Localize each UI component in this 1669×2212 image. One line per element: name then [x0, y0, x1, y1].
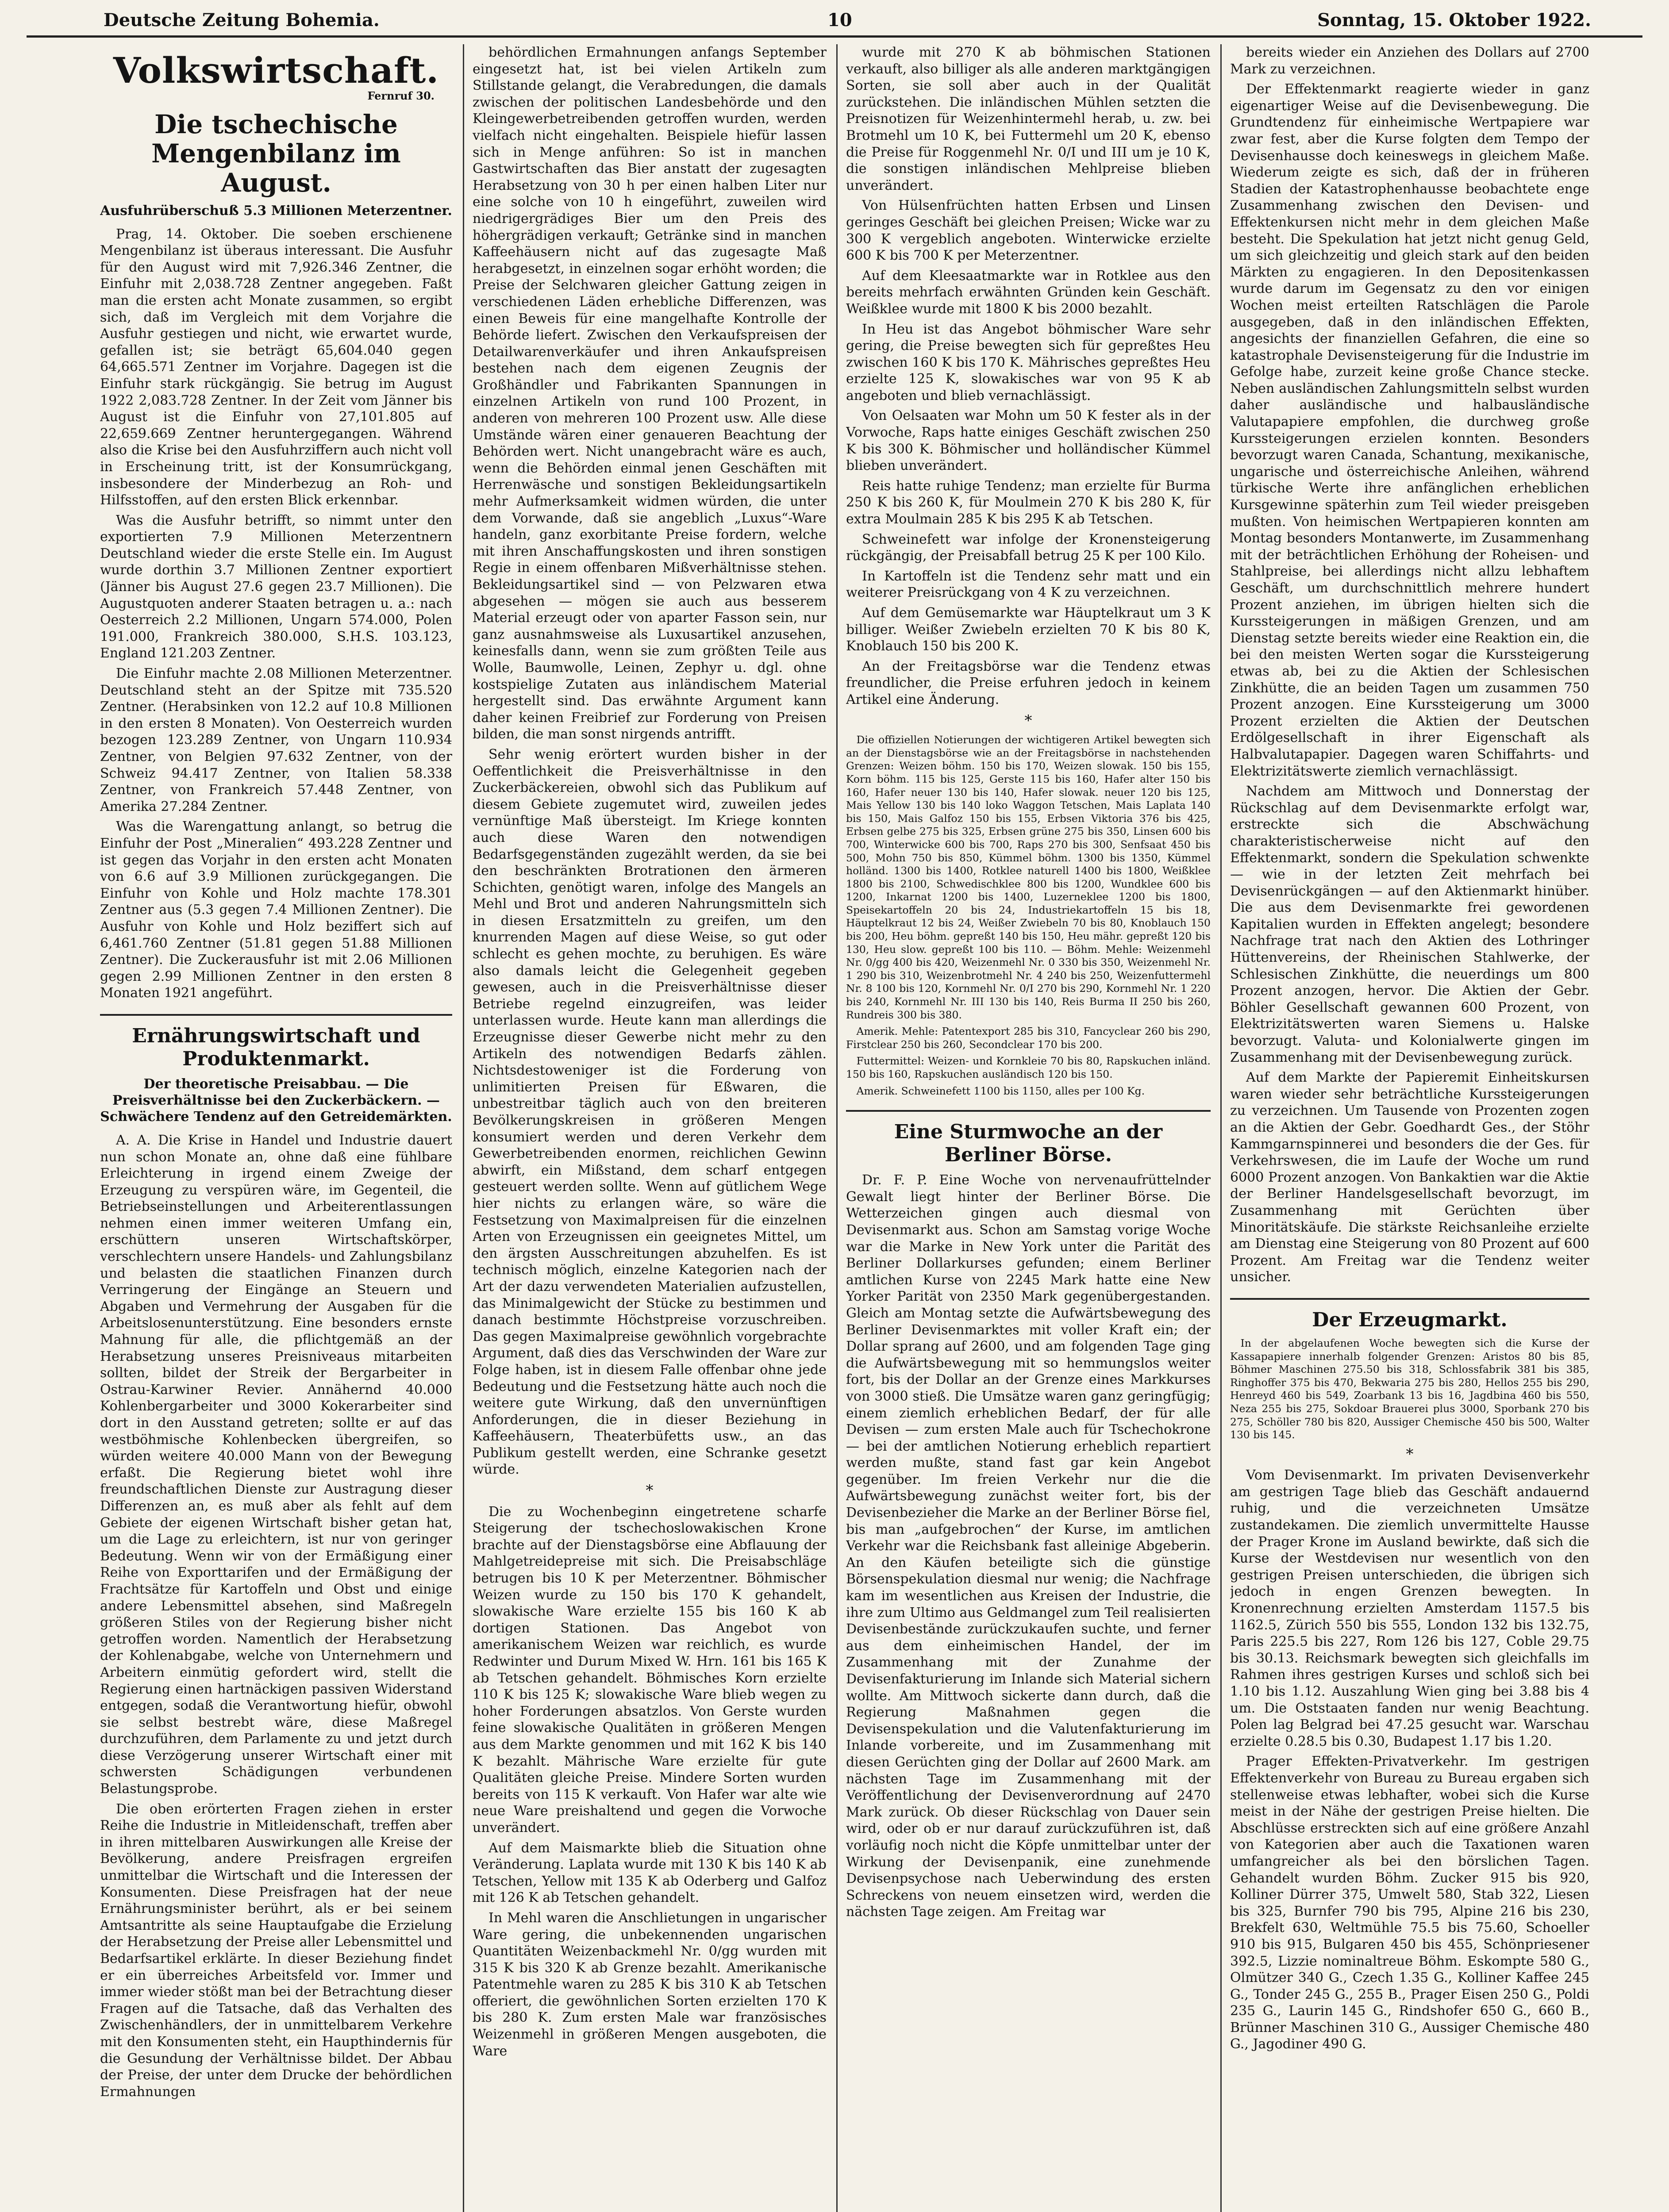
article-paragraph: behördlichen Ermahnungen anfangs September eingesetzt hat, ist bei vielen Artikeln zum Stillstande gelangt, die Verabredungen, die damals zwischen der politischen Landesbehörde und den Kleingewerbetreibenden getroffen wurden, werden vielfach nicht eingehalten. Beispiele hiefür lassen sich in Menge anführen: So ist in manchen Gastwirtschaften das Bier anstatt der zugesagten Herabsetzung von 30 h per einen halben Liter nur eine solche von 10 h eingeführt, zuweilen wird niedrigergrädiges Bier um den Preis des höhergrädigen verkauft; Getränke sind in manchen Kaffeehäusern nicht auf das zugesagte Maß herabgesetzt, in einzelnen sogar erhöht worden; die Preise der Selchwaren gleicher Gattung zeigen in verschiedenen Läden erhebliche Differenzen, was einen Beweis für eine mangelhafte Kontrolle der Behörde liefert. Zwischen den Verkaufspreisen der Detailwarenverkäufer und ihren Ankaufspreisen bestehen nach dem eigenen Zeugnis der Großhändler und Fabrikanten Spannungen in einzelnen Artikeln von rund 100 Prozent, in anderen von mehreren 100 Prozent usw. Alle diese Umstände wären einer genaueren Beachtung der Behörden wert. Nicht unangebracht wäre es auch, wenn die Behörden einmal jenen Geschäften mit Herrenwäsche und sonstigen Bekleidungsartikeln mehr Aufmerksamkeit widmen würden, die unter dem Vorwande, daß sie angeblich „Luxus“-Ware handeln, ganz exorbitante Preise fordern, welche mit ihren Anschaffungskosten und ihren sonstigen Regie in einem offenbaren Mißverhältnisse stehen. Bekleidungsartikel sind — von Pelzwaren etwa abgesehen — mögen sie auch aus besserem Material erzeugt oder von aparter Fasson sein, nur ganz ausnahmsweise als Luxusartikel anzusehen, keinesfalls dann, wenn sie zum größten Teile aus Wolle, Baumwolle, Leinen, Zephyr u. dgl. ohne kostspielige Zutaten aus inländischem Material hergestellt sind. Das erwähnte Argument kann daher keinen Freibrief zur Forderung von Preisen bilden, die man sonst nirgends antrifft.	[473, 45, 827, 742]
separator-star: *	[1024, 711, 1032, 730]
separator-star: *	[1406, 1445, 1414, 1463]
article-paragraph: In Mehl waren die Anschlietungen in ungarischer Ware gering, die unbekennenden ungarischen Quantitäten Weizenbackmehl Nr. 0/gg wurden mit 315 K bis 320 K ab Grenze bezahlt. Amerikanische Patentmehle waren zu 285 K bis 310 K ab Tetschen offeriert, die gewöhnlichen Sorten erzielten 170 K bis 280 K. Zum ersten Male war französisches Weizenmehl in größeren Mengen ausgeboten, die Ware	[473, 1910, 827, 2059]
article-paragraph: Nachdem am Mittwoch und Donnerstag der Rückschlag auf dem Devisenmarkte erfolgt war, erstreckte sich die Abschwächung charakteristischerweise nicht auf den Effektenmarkt, sondern die Spekulation schwenkte — wie in der letzten Zeit mehrfach bei Devisenrückgängen — auf den Aktienmarkt hinüber. Die aus dem Devisenmarkte frei gewordenen Kapitalien wurden in Effekten angelegt; besondere Nachfrage trat nach den Aktien des Lothringer Hüttenvereins, der Rheinischen Stahlwerke, der Schlesischen Zinkhütte, die neuerdings um 800 Prozent anzogen, hervor. Die Aktien der Gebr. Böhler Gesellschaft gewannen 600 Prozent, von Elektrizitätswerten waren Siemens u. Halske bevorzugt. Valuta- und Kolonialwerte gingen im Zusammenhang mit der Devisenbewegung zurück.	[1230, 783, 1589, 1065]
column-4	[1230, 44, 1589, 2212]
phone-number: Fernruf 30.	[367, 89, 435, 102]
article-subtitle: Der theoretische Preisabbau. — Die Preisverhältnisse bei den Zuckerbäckern. — Schwächere Tendenz auf den Getreidemärkten.	[100, 1076, 452, 1125]
column-2	[473, 44, 827, 2212]
price-notes: Amerik. Schweinefett 1100 bis 1150, alles per 100 Kg.	[856, 1084, 1145, 1097]
article-title: Eine Sturmwoche an der Berliner Börse.	[894, 1121, 1163, 1167]
column-rule-2	[836, 44, 838, 2212]
article-paragraph: Prag, 14. Oktober. Die soeben erschienene Mengenbilanz ist überaus interessant. Die Ausfuhr für den August wird mit 7,926.346 Zentner, die Einfuhr mit 2,038.728 Zentner angegeben. Faßt man die ersten acht Monate zusammen, so ergibt sich, daß im Vergleich mit dem Vorjahre die Ausfuhr gestiegen und nicht, wie erwartet wurde, gefallen ist; sie beträgt 65,604.040 gegen 64,665.571 Zentner im Vorjahre. Dagegen ist die Einfuhr stark rückgängig. Sie betrug im August 1922 2,083.728 Zentner. In der Zeit vom Jänner bis August ist die Einfuhr von 27,101.805 auf 22,659.669 Zentner heruntergegangen. Während also die Krise bei den Ausfuhrziffern auch nicht voll in Erscheinung tritt, ist der Konsumrückgang, insbesondere der Minderbezug an Roh- und Hilfsstoffen, auf den ersten Blick erkennbar.	[100, 226, 452, 508]
article-paragraph: bereits wieder ein Anziehen des Dollars auf 2700 Mark zu verzeichnen.	[1230, 45, 1589, 77]
column-rule-1	[463, 44, 464, 2212]
article-paragraph: Prager Effekten-Privatverkehr. Im gestrigen Effektenverkehr von Bureau zu Bureau ergaben sich stellenweise etwas lebhafter, wobei sich die Kurse meist in der Nähe der gestrigen Preise hielten. Die Abschlüsse erstreckten sich auf eine größere Anzahl von Kategorien aber auch die Taxationen waren umfangreicher als bei den börslichen Tagen. Gehandelt wurden Böhm. Zucker 915 bis 920, Kolliner Dürrer 375, Umwelt 580, Stab 322, Liesen bis 325, Burnfer 790 bis 795, Alpine 216 bis 230, Brekfelt 630, Weltmühle 75.5 bis 75.60, Schoeller 910 bis 915, Bulgaren 450 bis 455, Schönpriesener 392.5, Lizzie nominaltreue Böhm. Eskompte 580 G., Olmützer 340 G., Czech 1.35 G., Kolliner Kaffee 245 G., Tonder 245 G., 255 B., Prager Eisen 250 G., Poldi 235 G., Laurin 145 G., Rindshofer 650 G., 660 B., Brünner Maschinen 310 G., Aussiger Chemische 480 G., Jagodiner 490 G.	[1230, 1754, 1589, 2052]
article-paragraph: Auf dem Kleesaatmarkte war in Rotklee aus den bereits mehrfach erwähnten Gründen kein Geschäft. Weißklee wurde mit 1800 K bis 2000 bezahlt.	[846, 268, 1211, 317]
article-paragraph: Was die Ausfuhr betrifft, so nimmt unter den exportierten 7.9 Millionen Meterzentnern Deutschland wieder die erste Stelle ein. Im August wurde dorthin 3.7 Millionen Zentner exportiert (Jänner bis August 27.6 gegen 23.7 Millionen). Die Augustquoten anderer Staaten betragen u. a.: nach Oesterreich 2.2 Millionen, Ungarn 574.000, Polen 191.000, Frankreich 380.000, S.H.S. 103.123, England 121.203 Zentner.	[100, 512, 452, 661]
article-paragraph: Die zu Wochenbeginn eingetretene scharfe Steigerung der tschechoslowakischen Krone brachte auf der Dienstagsbörse eine Abflauung der Mahlgetreidepreise mit sich. Die Preisabschläge betrugen bis 10 K per Meterzentner. Böhmischer Weizen wurde zu 150 bis 170 K gehandelt, slowakische Ware erzielte 155 bis 160 K ab dortigen Stationen. Das Angebot von amerikanischem Weizen war reichlich, es wurde Redwinter und Durum Mixed W. Hrn. 161 bis 165 K ab Tetschen gehandelt. Böhmisches Korn erzielte 110 K bis 125 K; slowakische Ware blieb wegen zu hoher Forderungen absatzlos. Von Gerste wurden feine slowakische Qualitäten in größeren Mengen aus dem Markte genommen und mit 162 K bis 140 K bezahlt. Mährische Ware erzielte für gute Qualitäten gleiche Preise. Mindere Sorten wurden bereits von 115 K verkauft. Von Hafer war alte wie neue Ware preishaltend und gegen die Vorwoche unverändert.	[473, 1504, 827, 1836]
article-paragraph: Die Einfuhr machte 2.08 Millionen Meterzentner. Deutschland steht an der Spitze mit 735.520 Zentner. (Herabsinken von 12.2 auf 10.8 Millionen in den ersten 8 Monaten). Von Oesterreich wurden bezogen 123.289 Zentner, von Ungarn 110.934 Zentner, von Belgien 97.632 Zentner, von der Schweiz 94.417 Zentner, von Italien 58.338 Zentner, von Frankreich 57.448 Zentner, von Amerika 27.284 Zentner.	[100, 666, 452, 814]
article-paragraph: Sehr wenig erörtert wurden bisher in der Oeffentlichkeit die Preisverhältnisse in den Zuckerbäckereien, obwohl sich das Publikum auf diesem Gebiete zugemutet wird, zuweilen jedes vernünftige Maß übersteigt. Im Kriege konnten auch diese Waren den notwendigen Bedarfsgegenständen zugezählt werden, da sie bei den beschränkten Brotrationen den ärmeren Schichten, genötigt waren, infolge des Mangels an Mehl und Brot und anderen Nahrungsmitteln sich in diesen Ersatzmitteln zu greifen, um den knurrenden Magen auf diese Weise, so gut oder schlecht es gehen mochte, zu beruhigen. Es wäre also damals leicht die Gelegenheit gegeben gewesen, auch in die Preisverhältnisse dieser Betriebe regelnd einzugreifen, was leider unterlassen wurde. Heute kann man allerdings die Erzeugnisse dieser Gewerbe nicht mehr zu den Artikeln des notwendigen Bedarfs zählen. Nichtsdestoweniger ist die Forderung von unlimitierten Preisen für Eßwaren, die unbestreitbar täglich auch von den breiteren Bevölkerungskreisen in größeren Mengen konsumiert werden und deren Verkehr dem Gewerbetreibenden enormen, reichlichen Gewinn abwirft, ein Mißstand, dem scharf entgegen gesteuert werden sollte. Wenn auf gütlichem Wege hier nichts zu erlangen wäre, so wäre die Festsetzung von Maximalpreisen für die einzelnen Arten von Erzeugnissen ein geeignetes Mittel, um den ärgsten Ausschreitungen abzuhelfen. Es ist technisch möglich, einzelne Kategorien nach der Art der dazu verwendeten Materialien aufzustellen, das Minimalgewicht der Stücke zu bestimmen und danach bestimmte Höchstpreise vorzuschreiben. Das gegen Maximalpreise gewöhnlich vorgebrachte Argument, daß dies das Verschwinden der Ware zur Folge haben, ist in diesem Falle offenbar ohne jede Bedeutung und die Festsetzung hätte auch noch die weitere gute Wirkung, daß den unvernünftigen Anforderungen, die in dieser Beziehung in Kaffeehäusern, Theaterbüfetts usw., an das Publikum gestellt werden, eine Schranke gesetzt würde.	[473, 746, 827, 1478]
article-divider	[1230, 1298, 1589, 1300]
price-notes: Futtermittel: Weizen- und Kornkleie 70 bis 80, Rapskuchen inländ. 150 bis 160, Rapskuchen ausländisch 120 bis 150.	[846, 1055, 1211, 1080]
article-title: Die tschechische Mengenbilanz im August.	[151, 109, 401, 198]
article-title: Ernährungswirtschaft und Produktenmarkt.	[132, 1024, 420, 1070]
column-rule-3	[1220, 44, 1222, 2212]
article-paragraph: In Heu ist das Angebot böhmischer Ware sehr gering, die Preise bewegten sich für gepreßtes Heu zwischen 160 K bis 170 K. Mährisches gepreßtes Heu erzielte 125 K, slowakisches war von 95 K ab angeboten und blieb vernachlässigt.	[846, 321, 1211, 403]
article-paragraph: wurde mit 270 K ab böhmischen Stationen verkauft, also billiger als alle anderen marktgängigen Sorten, sie soll aber auch in der Qualität zurückstehen. Die inländischen Mühlen setzten die Preisnotizen für Weizenhintermehl herab, u. zw. bei Brotmehl um 10 K, bei Futtermehl um 20 K, ebenso die Preise für Roggenmehl Nr. 0/I und III um je 10 K, die sonstigen inländischen Mehlpreise blieben unverändert.	[846, 45, 1211, 193]
section-title: Volkswirtschaft.	[113, 50, 439, 91]
masthead-date: Sonntag, 15. Oktober 1922.	[1317, 10, 1591, 31]
article-paragraph: Von Hülsenfrüchten hatten Erbsen und Linsen geringes Geschäft bei gleichen Preisen; Wicke war zu 300 K vergeblich angeboten. Winterwicke erzielte 600 K bis 700 K per Meterzentner.	[846, 198, 1211, 264]
masthead-left: Deutsche Zeitung Bohemia.	[104, 10, 380, 31]
article-paragraph: In Kartoffeln ist die Tendenz sehr matt und ein weiterer Preisrückgang von 4 K zu verzeichnen.	[846, 568, 1211, 601]
column-1	[100, 44, 452, 2212]
article-paragraph: Die oben erörterten Fragen ziehen in erster Reihe die Industrie in Mitleidenschaft, treffen aber in ihren mittelbaren Auswirkungen alle Kreise der Bevölkerung, andere Preisfragen ergreifen unmittelbar die Wirtschaft und die Interessen der Konsumenten. Diese Preisfragen hat der neue Ernährungsminister berührt, als er bei seinem Amtsantritte als seine Hauptaufgabe die Erzielung der Herabsetzung der Preise aller Lebensmittel und Bedarfsartikel erklärte. In dieser Beziehung findet er ein überreiches Arbeitsfeld vor. Immer und immer wieder stößt man bei der Betrachtung dieser Fragen auf die Tatsache, daß das Verhalten des Zwischenhändlers, der in unmittelbarem Verkehre mit den Konsumenten steht, ein Haupthindernis für die Gesundung der Verhältnisse bildet. Der Abbau der Preise, der unter dem Drucke der behördlichen Ermahnungen	[100, 1801, 452, 2100]
article-paragraph: Auf dem Maismarkte blieb die Situation ohne Veränderung. Laplata wurde mit 130 K bis 140 K ab Tetschen, Yellow mit 135 K ab Oderberg und Galfoz mit 126 K ab Tetschen gehandelt.	[473, 1840, 827, 1906]
column-3	[846, 44, 1211, 2212]
header-rule	[27, 35, 1642, 38]
article-paragraph: Reis hatte ruhige Tendenz; man erzielte für Burma 250 K bis 260 K, für Moulmein 270 K bis 280 K, für extra Moulmain 285 K bis 295 K ab Tetschen.	[846, 478, 1211, 527]
article-subtitle: Ausfuhrüberschuß 5.3 Millionen Meterzentner.	[100, 203, 452, 219]
price-notes: In der abgelaufenen Woche bewegten sich die Kurse der Kassapapiere innerhalb folgender Grenzen: Aristos 80 bis 85, Böhmer Maschinen 275.50 bis 318, Schlossfabrik 381 bis 385, Ringhoffer 375 bis 470, Bekwaria 275 bis 280, Hellos 255 bis 290, Henreyd 460 bis 549, Zoarbank 13 bis 16, Jagdbina 460 bis 550, Neza 255 bis 275, Sokdoar Brauerei plus 3000, Sporbank 270 bis 275, Schöller 780 bis 820, Aussiger Chemische 450 bis 500, Walter 130 bis 145.	[1230, 1336, 1589, 1441]
price-notes: Die offiziellen Notierungen der wichtigeren Artikel bewegten sich an der Dienstagsbörse wie an der Freitagsbörse in nachstehenden Grenzen: Weizen böhm. 150 bis 170, Weizen slowak. 150 bis 155, Korn böhm. 115 bis 125, Gerste 115 bis 160, Hafer alter 150 bis 160, Hafer neuer 130 bis 140, Hafer slowak. neuer 120 bis 125, Mais Yellow 130 bis 140 loko Waggon Tetschen, Mais Laplata 140 bis 150, Mais Galfoz 150 bis 155, Erbsen Viktoria 376 bis 425, Erbsen gelbe 275 bis 325, Erbsen grüne 275 bis 350, Linsen 600 bis 700, Winterwicke 600 bis 700, Raps 270 bis 300, Senfsaat 450 bis 500, Mohn 750 bis 850, Kümmel böhm. 1300 bis 1350, Kümmel holländ. 1300 bis 1400, Rotklee naturell 1400 bis 1800, Weißklee 1800 bis 2100, Schwedischklee 800 bis 1200, Wundklee 600 bis 1200, Inkarnat 1200 bis 1400, Luzerneklee 1200 bis 1800, Speisekartoffeln 20 bis 24, Industriekartoffeln 15 bis 18, Häuptelkraut 12 bis 24, Weißer Zwiebeln 70 bis 80, Knoblauch 150 bis 200, Heu böhm. gepreßt 140 bis 150, Heu mähr. gepreßt 120 bis 130, Heu slow. gepreßt 100 bis 110. — Böhm. Mehle: Weizenmehl Nr. 0/gg 400 bis 420, Weizenmehl Nr. 0 330 bis 350, Weizenmehl Nr. 1 290 bis 310, Weizenbrotmehl Nr. 4 240 bis 250, Weizenfuttermehl Nr. 8 100 bis 120, Kornmehl Nr. 0/I 270 bis 290, Kornmehl Nr. 1 220 bis 240, Kornmehl Nr. III 130 bis 140, Reis Burma II 250 bis 260, Rundreis 300 bis 380.	[846, 733, 1211, 1021]
article-paragraph: Der Effektenmarkt reagierte wieder in ganz eigenartiger Weise auf die Devisenbewegung. Die Grundtendenz für einheimische Wertpapiere war zwar fest, aber die Kurse folgten dem Tempo der Devisenhausse doch keineswegs in gleichem Maße. Wiederum zeigte es sich, daß der in früheren Stadien der Katastrophenhausse beobachtete enge Zusammenhang zwischen den Devisen- und Effektenkursen nicht mehr in dem gleichen Maße besteht. Die Spekulation hat jetzt nicht genug Geld, um sich gleichzeitig und gleich stark auf den beiden Märkten zu engagieren. In den Depositenkassen wurde darum im Gegensatz zu den vor einigen Wochen meist erteilten Ratschlägen die Parole ausgegeben, daß in den inländischen Effekten, angesichts der finanziellen Gefahren, die eine so katastrophale Devisensteigerung für die Industrie im Gefolge habe, zurzeit keine große Chance stecke. Neben ausländischen Zahlungsmitteln selbst wurden daher ausländische und halbausländische Valutapapiere empfohlen, die durchweg große Kurssteigerungen erzielen konnten. Besonders bevorzugt waren Canada, Schantung, mexikanische, ungarische und österreichische Anleihen, während türkische Werte ihre anfänglichen erheblichen Kursgewinne späterhin zum Teil wieder preisgeben mußten. Von heimischen Wertpapieren konnten am Montag besonders Montanwerte, im Zusammenhang mit der beträchtlichen Erhöhung der Roheisen- und Stahlpreise, bei allerdings nicht allzu lebhaftem Geschäft, um durchschnittlich mehrere hundert Prozent anziehen, im übrigen hielten sich die Kurssteigerungen in mäßigen Grenzen, und am Dienstag setzte bereits wieder eine Reaktion ein, die bei den meisten Werten sogar die Kurssteigerung etwas ab, bei zu die Aktien der Schlesischen Zinkhütte, die an beiden Tagen um zusammen 750 Prozent anzogen. Eine Kurssteigerung um 3000 Prozent erzielten die Aktien der Deutschen Erdölgesellschaft in ihrer Eigenschaft als Halbvalutapapier. Dagegen waren Schiffahrts- und Elektrizitätswerte ziemlich vernachlässigt.	[1230, 81, 1589, 779]
article-divider	[100, 1014, 452, 1016]
separator-star: *	[646, 1482, 654, 1500]
page-number: 10	[827, 10, 852, 31]
article-paragraph: A. A. Die Krise in Handel und Industrie dauert nun schon Monate an, ohne daß eine fühlbare Erleichterung in irgend einem Zweige der Erzeugung zu verspüren wäre, im Gegenteil, die Betriebseinstellungen und Arbeiterentlassungen nehmen einen immer weiteren Umfang ein, erschüttern unseren Wirtschaftskörper, verschlechtern unsere Handels- und Zahlungsbilanz und belasten die staatlichen Finanzen durch Verringerung der Eingänge an Steuern und Abgaben und Vermehrung der Ausgaben für die Arbeitslosenunterstützung. Eine besonders ernste Mahnung für alle, die pflichtgemäß an der Herabsetzung unseres Preisniveaus mitarbeiten sollten, bildet der Streik der Bergarbeiter in Ostrau-Karwiner Revier. Annähernd 40.000 Kohlenbergarbeiter und 3000 Kokerarbeiter sind dort in den Ausstand getreten; sollte er auf das westböhmische Kohlenbecken übergreifen, so würden weitere 40.000 Mann von der Bewegung erfaßt. Die Regierung bietet wohl ihre freundschaftlichen Dienste zur Austragung dieser Differenzen an, es muß aber als fehlt auf dem Gebiete der eigenen Wirtschaft bisher getan hat, um die Lage zu erleichtern, ist nur von geringer Bedeutung. Wenn wir von der Ermäßigung einer Reihe von Exporttarifen und der Ermäßigung der Frachtsätze für Kartoffeln und Obst und einige andere Lebensmittel absehen, sind Maßregeln größeren Stiles von der Regierung bisher nicht getroffen worden. Namentlich der Herabsetzung der Kohlenabgabe, welche von Unternehmern und Arbeitern einmütig gefordert wird, stellt die Regierung einen hartnäckigen passiven Widerstand entgegen, sodaß die Verantwortung hiefür, obwohl sie selbst bestrebt wäre, diese Maßregel durchzuführen, dem Parlamente zu und jetzt durch diese Verzögerung unserer Wirtschaft einer mit schwersten Schädigungen verbundenen Belastungsprobe.	[100, 1132, 452, 1797]
article-paragraph: Dr. F. P. Eine Woche von nervenaufrüttelnder Gewalt liegt hinter der Berliner Börse. Die Wetterzeichen gingen auch diesmal von Devisenmarkt aus. Schon am Samstag vorige Woche war die Marke in New York unter die Parität des Berliner Dollarkurses gefunden; einem Berliner amtlichen Kurse von 2245 Mark hatte eine New Yorker Parität von 2350 Mark gegenübergestanden. Gleich am Montag setzte die Aufwärtsbewegung des Berliner Devisenmarktes mit voller Kraft ein; der Dollar sprang auf 2600, und am folgenden Tage ging die Aufwärtsbewegung mit so hemmungslos weiter fort, bis der Dollar an der Grenze eines Markkurses von 3000 stieß. Die Umsätze waren ganz geringfügig; einem ziemlich erheblichen Bedarf, der für alle Devisen — zum ersten Male auch für Tschechokrone — bei der amtlichen Notierung erheblich repartiert werden mußte, stand fast gar kein Angebot gegenüber. Im freien Verkehr nur die die Aufwärtsbewegung zunächst weiter fort, bis der Devisenbezieher die Marke an der Berliner Börse fiel, bis man „aufgebrochen“ der Kurse, im amtlichen Verkehr war die Reichsbank fast alleinige Abgeberin. An den Käufen beteiligte sich die günstige Börsenspekulation diesmal nur wenig; die Nachfrage kam im wesentlichen aus Kreisen der Industrie, die ihre zum Ultimo aus Geldmangel zum Teil realisierten Devisenbestände zurückzukaufen suchte, und ferner aus dem einheimischen Handel, der im Zusammenhang mit der Zunahme der Devisenfakturierung im Inlande sich Material sichern wollte. Am Mittwoch sickerte dann durch, daß die Regierung Maßnahmen gegen die Devisenspekulation und die Valutenfakturierung im Inlande vorbereite, und im Zusammenhang mit diesen Gerüchten ging der Dollar auf 2600 Mark. am nächsten Tage im Zusammenhang mit der Veröffentlichung der Devisenverordnung auf 2470 Mark zurück. Ob dieser Rückschlag von Dauer sein wird, oder ob er nur darauf zurückzuführen ist, daß vorläufig noch nicht die Köpfe unmittelbar unter der Wirkung der Devisenpanik, eine zunehmende Devisenpsychose nach Ueberwindung des ersten Schreckens von neuem einsetzen wird, werden die nächsten Tage zeigen. Am Freitag war	[846, 1172, 1211, 1920]
article-paragraph: Auf dem Gemüsemarkte war Häuptelkraut um 3 K billiger. Weißer Zwiebeln erzielten 70 K bis 80 K, Knoblauch 150 bis 200 K.	[846, 605, 1211, 654]
article-paragraph: Was die Warengattung anlangt, so betrug die Einfuhr der Post „Mineralien“ 493.228 Zentner und ist gegen das Vorjahr in den ersten acht Monaten von 6.6 auf 3.9 Millionen zurückgegangen. Die Einfuhr von Kohle und Holz machte 178.301 Zentner aus (5.3 gegen 7.4 Millionen Zentner). Die Ausfuhr von Kohle und Holz beziffert sich auf 6,461.760 Zentner (51.81 gegen 51.88 Millionen Zentner). Die Zuckerausfuhr ist mit 2.06 Millionen gegen 2.99 Millionen Zentner in den ersten 8 Monaten 1921 angeführt.	[100, 819, 452, 1001]
article-paragraph: Auf dem Markte der Papieremit Einheitskursen waren wieder sehr beträchtliche Kurssteigerungen zu verzeichnen. Um Tausende von Prozenten zogen an die Aktien der Gebr. Goedhardt Ges., der Stöhr Kammgarnspinnerei und besonders die der Ges. für Verkehrswesen, die im Laufe der Woche um rund 6000 Prozent anzogen. Von Bankaktien war die Aktie der Berliner Handelsgesellschaft bevorzugt, im Zusammenhang mit Gerüchten über Minoritätskäufe. Die stärkste Reichsanleihe erzielte am Dienstag eine Steigerung von 80 Prozent auf 600 Prozent. Am Freitag war die Tendenz weiter unsicher.	[1230, 1070, 1589, 1285]
article-divider	[846, 1110, 1211, 1112]
article-paragraph: Schweinefett war infolge der Kronensteigerung rückgängig, der Preisabfall betrug 25 K per 100 Kilo.	[846, 531, 1211, 564]
article-paragraph: An der Freitagsbörse war die Tendenz etwas freundlicher, die Preise erfuhren jedoch in keinem Artikel eine Änderung.	[846, 658, 1211, 707]
article-paragraph: Von Oelsaaten war Mohn um 50 K fester als in der Vorwoche, Raps hatte einiges Geschäft zwischen 250 K bis 300 K. Böhmischer und holländischer Kümmel blieben unverändert.	[846, 408, 1211, 474]
price-notes: Amerik. Mehle: Patentexport 285 bis 310, Fancyclear 260 bis 290, Firstclear 250 bis 260, Secondclear 170 bis 200.	[846, 1025, 1211, 1051]
article-paragraph: Vom Devisenmarkt. Im privaten Devisenverkehr am gestrigen Tage blieb das Geschäft andauernd ruhig, und die verzeichneten Umsätze zustandekamen. Die ziemlich unvermittelte Hausse der Prager Krone im Ausland bewirkte, daß sich die Kurse der Westdevisen nur wesentlich von den gestrigen Preisen unterschieden, die übrigen sich jedoch in engen Grenzen bewegten. In Kronenrechnung erzielten Amsterdam 1157.5 bis 1162.5, Zürich 550 bis 555, London 132 bis 132.75, Paris 225.5 bis 227, Rom 126 bis 127, Coble 29.75 bis 30.13. Reichsmark bewegten sich gleichfalls im Rahmen ihres gestrigen Kurses und schloß sich bei 1.10 bis 1.12. Auszahlung Wien ging bei 3.88 bis 4 um. Die Oststaaten fanden nur wenig Beachtung. Polen lag Belgrad bei 47.25 gesucht war. Warschau erzielte 0.28.5 bis 0.30, Budapest 1.17 bis 1.20.	[1230, 1467, 1589, 1749]
article-title: Der Erzeugmarkt.	[1312, 1308, 1507, 1331]
